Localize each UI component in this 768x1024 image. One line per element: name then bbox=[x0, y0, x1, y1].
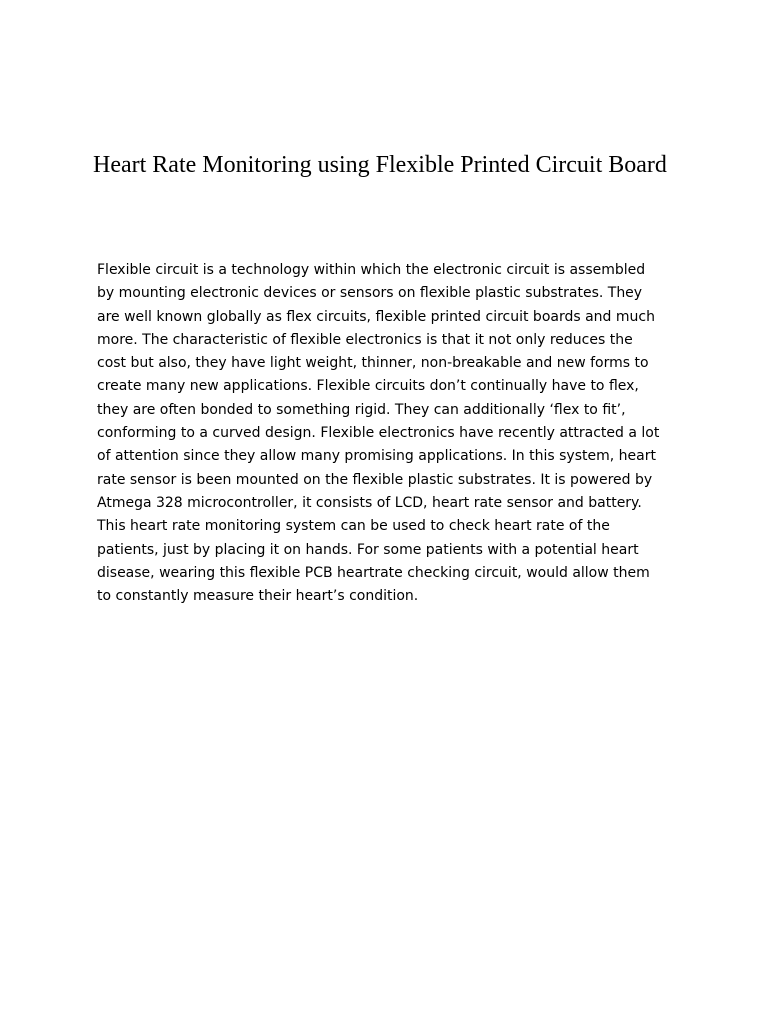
abstract-line: by mounting electronic devices or sensors on flexible plastic substrates. They bbox=[97, 285, 643, 302]
abstract-paragraph bbox=[97, 259, 671, 608]
abstract-line: to constantly measure their heart’s condition. bbox=[97, 588, 419, 605]
abstract-line: patients, just by placing it on hands. For some patients with a potential heart bbox=[97, 541, 639, 558]
document-title: Heart Rate Monitoring using Flexible Printed Circuit Board bbox=[93, 152, 667, 178]
abstract-line: create many new applications. Flexible circuits don’t continually have to flex, bbox=[97, 378, 639, 395]
abstract-line: cost but also, they have light weight, thinner, non-breakable and new forms to bbox=[97, 355, 649, 372]
abstract-line: are well known globally as flex circuits, flexible printed circuit boards and much bbox=[97, 308, 655, 325]
abstract-line: disease, wearing this flexible PCB heartrate checking circuit, would allow them bbox=[97, 564, 650, 581]
abstract-line: of attention since they allow many promising applications. In this system, heart bbox=[97, 448, 656, 465]
abstract-line: This heart rate monitoring system can be used to check heart rate of the bbox=[97, 518, 610, 535]
abstract-line: conforming to a curved design. Flexible electronics have recently attracted a lot bbox=[97, 425, 660, 442]
abstract-line: they are often bonded to something rigid. They can additionally ‘flex to fit’, bbox=[97, 401, 626, 418]
abstract-line: more. The characteristic of flexible electronics is that it not only reduces the bbox=[97, 331, 633, 348]
abstract-line: Flexible circuit is a technology within which the electronic circuit is assembled bbox=[97, 262, 646, 278]
abstract-line: rate sensor is been mounted on the flexible plastic substrates. It is powered by bbox=[97, 471, 653, 488]
abstract-line: Atmega 328 microcontroller, it consists of LCD, heart rate sensor and battery. bbox=[97, 494, 642, 511]
